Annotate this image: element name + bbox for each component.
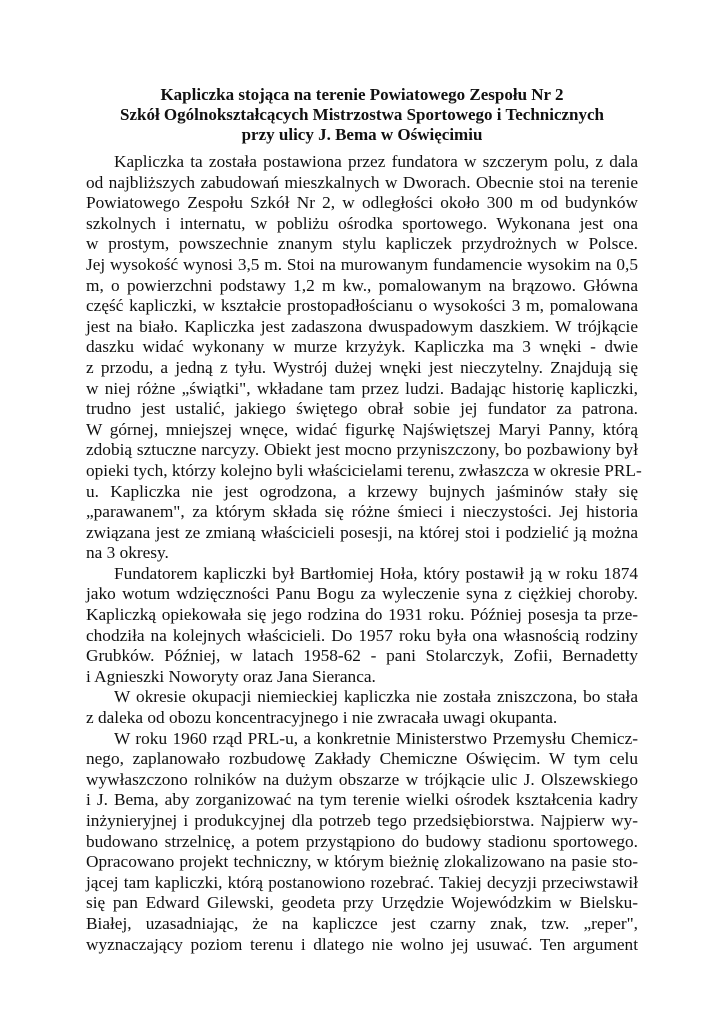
paragraph-1 [86, 152, 642, 564]
document-body [86, 152, 642, 955]
text-line: Powiatowego Zespołu Szkół Nr 2, w odległości około 300 m od budynków [86, 193, 638, 213]
text-line: z przodu, a jedną z tyłu. Wystrój dużej wnęki jest nieczytelny. Znajdują się [86, 357, 638, 377]
document-title [60, 85, 664, 145]
text-line: jest na biało. Kapliczka jest zadaszona dwuspadowym daszkiem. W trójkącie [86, 316, 638, 336]
text-line: W górnej, mniejszej wnęce, widać figurkę Najświętszej Maryi Panny, którą [86, 419, 638, 439]
text-line: daszku widać wykonany w murze krzyżyk. Kapliczka ma 3 wnęki - dwie [86, 337, 638, 357]
title-line-2: Szkół Ogólnokształcących Mistrzostwa Sportowego i Technicznych [119, 105, 604, 124]
text-line: z daleka od obozu koncentracyjnego i nie zwracała uwagi okupanta. [86, 708, 558, 728]
text-line: i J. Bema, aby zorganizować na tym terenie wielki ośrodek kształcenia kadry [86, 790, 638, 810]
text-line: wywłaszczono rolników na dużym obszarze w trójkącie ulic J. Olszewskiego [86, 769, 638, 789]
text-line: od najbliższych zabudowań mieszkalnych w Dworach. Obecnie stoi na terenie [86, 172, 638, 192]
title-line-1: Kapliczka stojąca na terenie Powiatowego Zespołu Nr 2 [160, 85, 564, 104]
paragraph-3 [86, 687, 638, 728]
text-line: Opracowano projekt techniczny, w którym bieżnię zlokalizowano na pasie sto- [86, 852, 638, 872]
text-line: opieki tych, którzy kolejno byli właścicielami terenu, zwłaszcza w okresie PRL- [86, 460, 642, 480]
text-line: jako wotum wdzięczności Panu Bogu za wyleczenie syna z ciężkiej choroby. [86, 584, 638, 604]
text-line: na 3 okresy. [86, 543, 169, 563]
text-line: trudno jest ustalić, jakiego świętego obrał sobie jej fundator za patrona. [86, 399, 638, 419]
text-line: W roku 1960 rząd PRL-u, a konkretnie Ministerstwo Przemysłu Chemicz- [114, 728, 638, 748]
text-line: Jej wysokość wynosi 3,5 m. Stoi na murowanym fundamencie wysokim na 0,5 [86, 254, 638, 274]
text-line: u. Kapliczka nie jest ogrodzona, a krzewy bujnych jaśminów stały się [86, 481, 638, 501]
text-line: jącej tam kapliczki, którą postanowiono rozebrać. Takiej decyzji przeciwstawił [86, 872, 638, 892]
text-line: w prostym, powszechnie znanym stylu kapliczek przydrożnych w Polsce. [86, 234, 638, 254]
paragraph-2 [86, 564, 638, 688]
text-line: w niej różne „świątki", wkładane tam przez ludzi. Badając historię kapliczki, [86, 378, 638, 398]
text-line: Fundatorem kapliczki był Bartłomiej Hoła, który postawił ją w roku 1874 [114, 563, 638, 583]
text-line: szkolnych i internatu, w pobliżu ośrodka sportowego. Wykonana jest ona [86, 213, 638, 233]
text-line: zdobią sztuczne narcyzy. Obiekt jest mocno przyniszczony, bo pozbawiony był [86, 440, 638, 460]
text-line: m, o powierzchni podstawy 1,2 m kw., pomalowanym na brązowo. Główna [86, 275, 638, 295]
text-line: Białej, uzasadniając, że na kapliczce jest czarny znak, tzw. „reper", [86, 913, 638, 933]
paragraph-4 [86, 729, 638, 956]
text-line: związana jest ze zmianą właścicieli posesji, na której stoi i podzielić ją można [86, 522, 638, 542]
text-line: Grubków. Później, w latach 1958-62 - pani Stolarczyk, Zofii, Bernadetty [86, 646, 638, 666]
text-line: inżynieryjnej i produkcyjnej dla potrzeb tego przedsiębiorstwa. Najpierw wy- [86, 811, 638, 830]
text-line: się pan Edward Gilewski, geodeta przy Urzędzie Wojewódzkim w Bielsku- [86, 893, 638, 913]
text-line: budowano strzelnicę, a potem przystąpiono do budowy stadionu sportowego. [86, 831, 638, 851]
text-line: Kapliczką opiekowała się jego rodzina do 1931 roku. Później posesja ta prze- [86, 605, 638, 625]
text-line: część kapliczki, w kształcie prostopadłościanu o wysokości 3 m, pomalowana [86, 296, 638, 316]
text-line: „parawanem", za którym składa się różne śmieci i nieczystości. Jej historia [86, 502, 638, 522]
text-line: i Agnieszki Noworyty oraz Jana Sieranca. [86, 666, 376, 686]
title-line-3: przy ulicy J. Bema w Oświęcimiu [241, 125, 483, 144]
text-line: W okresie okupacji niemieckiej kapliczka nie została zniszczona, bo stała [114, 687, 638, 707]
text-line: nego, zaplanowało rozbudowę Zakłady Chemiczne Oświęcim. W tym celu [86, 749, 638, 769]
text-line: chodziła na kolejnych właścicieli. Do 1957 roku była ona własnością rodziny [86, 625, 638, 645]
text-line: Kapliczka ta została postawiona przez fundatora w szczerym polu, z dala [114, 152, 638, 171]
text-line: wyznaczający poziom terenu i dlatego nie wolno jej usuwać. Ten argument [86, 934, 638, 954]
